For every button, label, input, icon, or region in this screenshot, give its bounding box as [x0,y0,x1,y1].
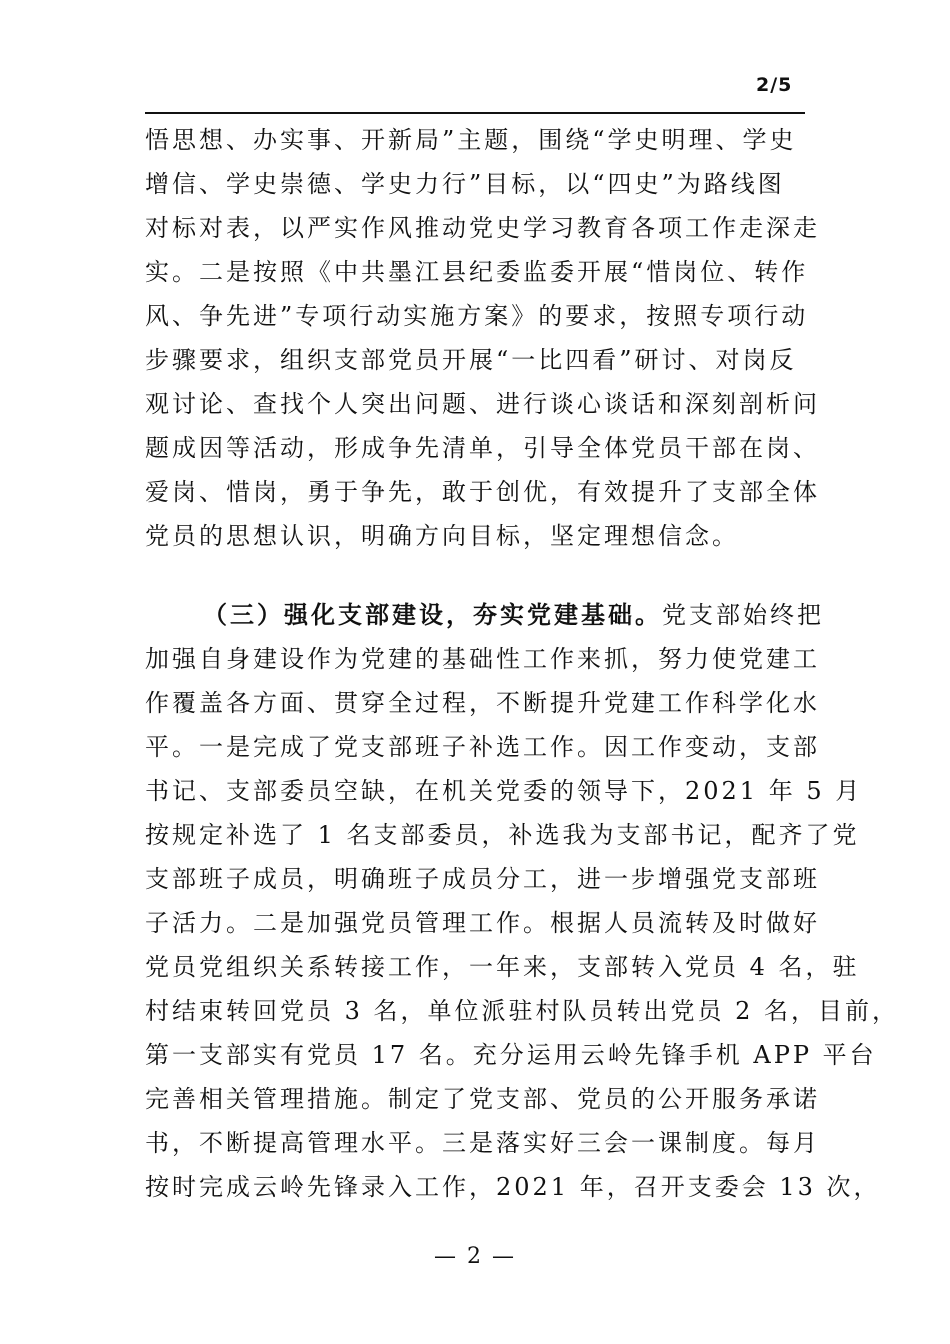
paragraph-1 [145,118,820,558]
text-line: 第一支部实有党员 17 名。充分运用云岭先锋手机 APP 平台 [145,1041,877,1069]
text-line: 支部班子成员，明确班子成员分工，进一步增强党支部班 [145,865,820,893]
paragraph-2 [145,593,900,1209]
text-line: 平。一是完成了党支部班子补选工作。因工作变动，支部 [145,733,820,761]
text-line: 村结束转回党员 3 名，单位派驻村队员转出党员 2 名，目前， [145,997,900,1025]
text-line: 加强自身建设作为党建的基础性工作来抓，努力使党建工 [145,645,820,673]
footer-page-number: — 2 — [434,1244,516,1269]
text-line: 步骤要求，组织支部党员开展“一比四看”研讨、对岗反 [145,346,797,374]
text-line: 增信、学史崇德、学史力行”目标，以“四史”为路线图 [145,170,785,198]
text-line: 按规定补选了 1 名支部委员，补选我为支部书记，配齐了党 [145,821,860,849]
text-line: 书，不断提高管理水平。三是落实好三会一课制度。每月 [145,1129,820,1157]
text-line: 子活力。二是加强党员管理工作。根据人员流转及时做好 [145,909,820,937]
paragraph-gap [145,558,805,593]
text-line: 实。二是按照《中共墨江县纪委监委开展“惜岗位、转作 [145,258,809,286]
section-heading: （三）强化支部建设，夯实党建基础。 [203,600,662,629]
text-line: 悟思想、办实事、开新局”主题，围绕“学史明理、学史 [145,126,797,154]
text-line: 书记、支部委员空缺，在机关党委的领导下，2021 年 5 月 [145,777,863,805]
text-line: 完善相关管理措施。制定了党支部、党员的公开服务承诺 [145,1085,820,1113]
text-line: 题成因等活动，形成争先清单，引导全体党员干部在岗、 [145,434,820,462]
text-line: 按时完成云岭先锋录入工作，2021 年，召开支委会 13 次， [145,1173,881,1201]
text-line [145,593,824,637]
page-counter: 2/5 [756,74,793,96]
text-line: 作覆盖各方面、贯穿全过程，不断提升党建工作科学化水 [145,689,820,717]
text-line: 风、争先进”专项行动实施方案》的要求，按照专项行动 [145,302,809,330]
header-rule [145,112,805,114]
text-line: 观讨论、查找个人突出问题、进行谈心谈话和深刻剖析问 [145,390,820,418]
text-line: 爱岗、惜岗，勇于争先，敢于创优，有效提升了支部全体 [145,478,820,506]
text-line: 对标对表，以严实作风推动党史学习教育各项工作走深走 [145,214,820,242]
text-line: 党员党组织关系转接工作，一年来，支部转入党员 4 名，驻 [145,953,860,981]
body-text [145,118,900,1209]
text-line: 党员的思想认识，明确方向目标，坚定理想信念。 [145,522,739,550]
section-lead-text: 党支部始终把 [662,601,824,629]
